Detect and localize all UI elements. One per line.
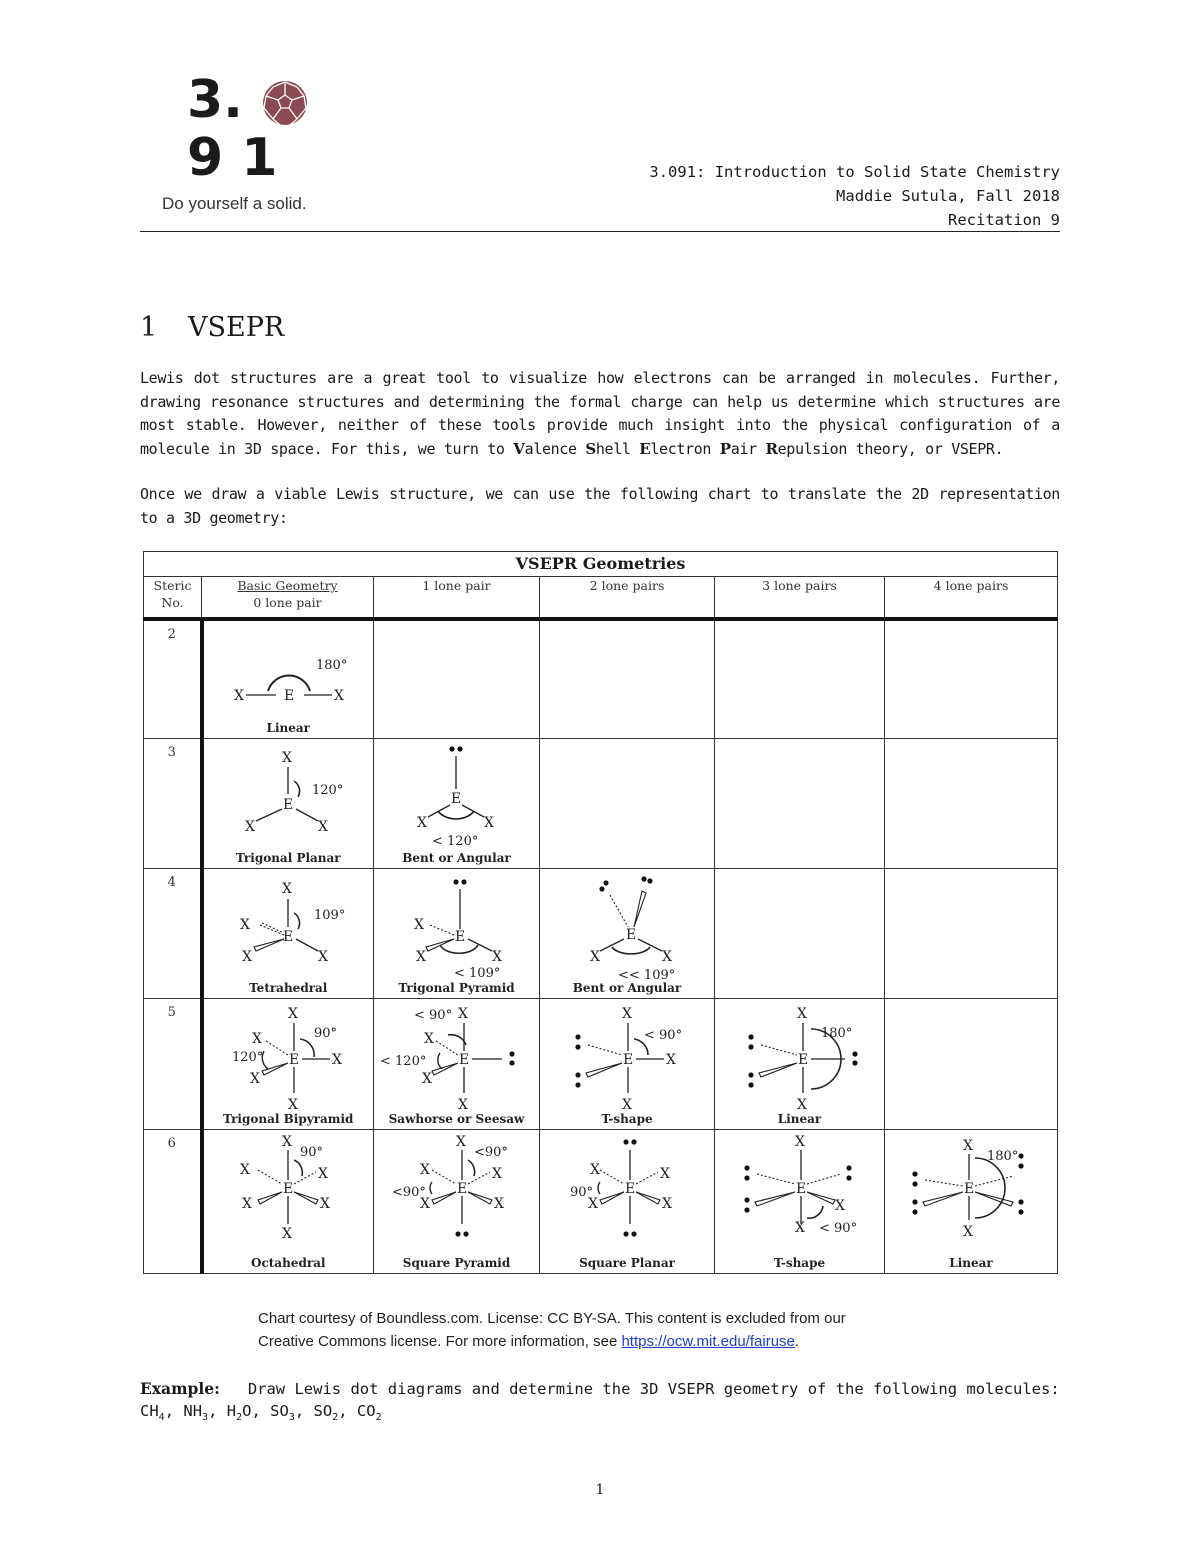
angle-label: <90° (474, 1144, 508, 1160)
geometry-cell-empty (715, 738, 885, 868)
geometry-label: T-shape (773, 1255, 826, 1270)
geometry-cell (540, 868, 715, 998)
geometry-label: Linear (777, 1111, 822, 1126)
atom-x-label: X (795, 1219, 805, 1236)
geometry-cell (540, 1129, 715, 1273)
angle-label: 90° (299, 1144, 323, 1160)
geometry-cell (715, 1129, 885, 1273)
header-steric-line1: Steric (153, 578, 192, 593)
steric-number: 4 (144, 868, 202, 998)
angle-label: 90° (570, 1184, 594, 1200)
atom-x-label: X (963, 1223, 973, 1240)
atom-e-label: E (459, 1051, 470, 1068)
atom-e-label: E (282, 796, 293, 813)
intro-paragraph (140, 367, 1060, 461)
atom-x-label: X (251, 1030, 262, 1047)
atom-x-label: X (590, 1161, 600, 1178)
trigonal-bipyramid-diagram (204, 999, 376, 1130)
geometry-label: Trigonal Bipyramid (223, 1111, 354, 1126)
atom-x-label: X (317, 818, 328, 835)
atom-x-label: X (662, 1195, 672, 1212)
atom-x-label: X (317, 948, 328, 965)
geometry-label: Octahedral (251, 1255, 326, 1270)
credit-text: Creative Commons license. For more information, see (258, 1333, 622, 1350)
atom-x-label: X (416, 948, 426, 965)
atom-x-label: X (244, 818, 255, 835)
atom-x-label: X (333, 688, 344, 704)
buckyball-icon (260, 78, 310, 128)
geometry-cell (202, 1129, 374, 1273)
atom-x-label: X (239, 916, 250, 933)
atom-x-label: X (420, 1195, 430, 1212)
geometry-label: Linear (266, 720, 310, 735)
header-divider (140, 231, 1060, 232)
geometry-cell (374, 1129, 540, 1273)
atom-x-label: X (622, 1005, 632, 1022)
atom-x-label: X (241, 1195, 252, 1212)
atom-x-label: X (331, 1051, 342, 1068)
atom-x-label: X (239, 1161, 250, 1178)
header-4lp: 4 lone pairs (885, 577, 1058, 620)
table-title: VSEPR Geometries (144, 552, 1058, 577)
acronym-r: R (765, 439, 778, 458)
atom-x-label: X (963, 1137, 973, 1154)
octahedral-diagram (204, 1130, 376, 1274)
geometry-cell (885, 1129, 1058, 1273)
bent-diagram (374, 739, 540, 869)
geometry-cell-empty (374, 619, 540, 738)
atom-x-label: X (590, 948, 600, 965)
atom-e-label: E (964, 1180, 975, 1197)
course-title: 3.091: Introduction to Solid State Chemistry (649, 163, 1060, 181)
geometry-cell (374, 868, 540, 998)
atom-e-label: E (796, 1180, 807, 1197)
molecule-formula: $SO_3$ (270, 1402, 295, 1424)
geometry-label: Tetrahedral (249, 980, 328, 995)
author-term: Maddie Sutula, Fall 2018 (836, 187, 1060, 205)
atom-x-label: X (417, 814, 427, 831)
chart-credit (258, 1307, 846, 1353)
geometry-cell-empty (885, 738, 1058, 868)
atom-x-label: X (241, 948, 252, 965)
geometry-cell-empty (715, 868, 885, 998)
atom-x-label: X (492, 1165, 502, 1182)
atom-e-label: E (625, 1180, 636, 1197)
atom-x-label: X (233, 688, 244, 704)
geometry-cell-empty (540, 619, 715, 738)
logo-number-top: 3. (187, 70, 243, 130)
example-text: Draw Lewis dot diagrams and determine the 3D VSEPR geometry of the following molecules: (247, 1380, 1060, 1398)
header-1lp: 1 lone pair (374, 577, 540, 620)
atom-x-label: X (287, 1005, 298, 1022)
geometry-cell (202, 868, 374, 998)
geometry-label: Square Planar (579, 1255, 675, 1270)
atom-x-label: X (494, 1195, 504, 1212)
atom-e-label: E (626, 926, 637, 943)
atom-x-label: X (281, 1225, 292, 1242)
atom-x-label: X (484, 814, 494, 831)
geometry-cell (374, 998, 540, 1129)
square-planar-diagram (540, 1130, 715, 1274)
acronym-s-rest: hell (595, 439, 640, 458)
vsepr-table (143, 551, 1057, 1273)
header-steric-line2: No. (161, 595, 184, 610)
steric-number: 5 (144, 998, 202, 1129)
geometry-cell (540, 998, 715, 1129)
atom-x-label: X (492, 948, 502, 965)
acronym-v: V (513, 439, 525, 458)
atom-x-label: X (835, 1197, 845, 1214)
session-label: Recitation 9 (948, 211, 1060, 229)
geometry-label: Trigonal Planar (235, 850, 341, 865)
example-label: Example: (140, 1379, 220, 1398)
atom-x-label: X (666, 1051, 676, 1068)
atom-x-label: X (456, 1133, 466, 1150)
credit-line-2 (258, 1330, 846, 1353)
atom-x-label: X (281, 749, 292, 766)
acronym-p: P (719, 439, 731, 458)
geometry-label: T-shape (601, 1111, 653, 1126)
header-steric (144, 577, 202, 620)
section-number: 1 (140, 312, 158, 343)
header-basic (202, 577, 374, 620)
geometry-cell (374, 738, 540, 868)
angle-label: 90° (313, 1025, 337, 1041)
molecule-formula: $H_2O$ (226, 1402, 252, 1424)
geometry-cell (202, 998, 374, 1129)
atom-e-label: E (283, 688, 294, 704)
acronym-s: S (585, 439, 596, 458)
geometry-cell-empty (540, 738, 715, 868)
geometry-label: Sawhorse or Seesaw (388, 1111, 525, 1126)
chart-intro-paragraph: Once we draw a viable Lewis structure, we can use the following chart to translate the 2D representation to a 3D geometry: (140, 485, 1060, 527)
bent-tetrahedral-diagram (540, 869, 715, 999)
angle-label: << 109° (618, 967, 676, 983)
section-heading (140, 312, 284, 343)
fairuse-link[interactable]: https://ocw.mit.edu/fairuse (621, 1333, 795, 1350)
atom-x-label: X (281, 880, 292, 897)
geometry-label: Square Pyramid (402, 1255, 511, 1270)
atom-x-label: X (414, 916, 424, 933)
credit-line-1: Chart courtesy of Boundless.com. License: CC BY-SA. This content is excluded from our (258, 1310, 846, 1327)
trigonal-planar-diagram (204, 739, 376, 869)
atom-e-label: E (455, 928, 466, 945)
geometry-cell (715, 998, 885, 1129)
logo-number-bottom: 9 1 (187, 128, 278, 188)
angle-label: < 120° (432, 833, 479, 849)
steric-number: 2 (144, 619, 202, 738)
atom-e-label: E (282, 1180, 293, 1197)
acronym-e-rest: lectron (650, 439, 720, 458)
trigonal-pyramid-diagram (374, 869, 540, 999)
geometry-cell-empty (885, 998, 1058, 1129)
angle-label: < 90° (819, 1220, 858, 1236)
atom-e-label: E (457, 1180, 468, 1197)
acronym-r-rest: epulsion theory, or VSEPR. (777, 439, 1004, 458)
atom-x-label: X (795, 1133, 805, 1150)
geometry-cell-empty (885, 619, 1058, 738)
angle-label: < 109° (454, 965, 501, 981)
atom-e-label: E (798, 1051, 809, 1068)
example-prompt (140, 1377, 1060, 1401)
angle-label: 120° (311, 782, 343, 798)
angle-label: 180° (987, 1148, 1019, 1164)
molecule-formula: $CH_4$ (140, 1402, 165, 1424)
angle-label: 180° (315, 658, 347, 673)
course-logo (162, 70, 332, 220)
atom-x-label: X (317, 1165, 328, 1182)
geometry-label: Linear (949, 1255, 993, 1270)
atom-x-label: X (281, 1133, 292, 1150)
molecule-formula: $NH_3$ (183, 1402, 209, 1424)
atom-x-label: X (588, 1195, 598, 1212)
angle-label: 120° (231, 1049, 263, 1065)
header-basic-line1: Basic Geometry (237, 578, 338, 593)
molecule-formula: $SO_2$ (313, 1402, 339, 1424)
header-basic-line2: 0 lone pair (253, 595, 322, 610)
acronym-e: E (639, 439, 651, 458)
atom-e-label: E (282, 928, 293, 945)
atom-x-label: X (622, 1096, 632, 1113)
geometry-cell (202, 738, 374, 868)
linear-octahedral-diagram (885, 1130, 1058, 1274)
header-2lp: 2 lone pairs (540, 577, 715, 620)
angle-label: < 90° (414, 1007, 453, 1023)
document-header (649, 160, 1060, 232)
steric-number: 3 (144, 738, 202, 868)
angle-label: < 120° (380, 1053, 427, 1069)
t-shape-diagram (540, 999, 715, 1130)
angle-label: <90° (392, 1184, 426, 1200)
atom-x-label: X (422, 1070, 432, 1087)
atom-x-label: X (319, 1195, 330, 1212)
atom-x-label: X (420, 1161, 430, 1178)
atom-x-label: X (424, 1030, 434, 1047)
angle-label: 180° (821, 1025, 853, 1041)
seesaw-diagram (374, 999, 540, 1130)
credit-period: . (794, 1333, 800, 1350)
geometry-label: Trigonal Pyramid (398, 980, 515, 995)
geometry-label: Bent or Angular (572, 980, 682, 995)
molecule-list: $CH_4$, $NH_3$, $H_2O$, $SO_3$, $SO_2$, $CO_2$ (140, 1402, 382, 1424)
atom-e-label: E (451, 790, 462, 807)
t-shape-octahedral-diagram (715, 1130, 885, 1274)
geometry-label: Bent or Angular (402, 850, 511, 865)
intro-text: Lewis dot structures are a great tool to visualize how electrons can be arranged in molecules. Further, drawing resonance structures and determining the formal charge can help us determine which structures are most stable. However, neither of these tools provide much insight into the physical configuration of a molecule in 3D space. For this, we turn to (140, 369, 1060, 458)
section-title: VSEPR (188, 312, 285, 343)
square-pyramid-diagram (374, 1130, 540, 1274)
molecule-formula: $CO_2$ (356, 1402, 382, 1424)
atom-x-label: X (458, 1096, 468, 1113)
linear-tbp-diagram (715, 999, 885, 1130)
tetrahedral-diagram (204, 869, 376, 999)
geometry-cell-empty (715, 619, 885, 738)
acronym-p-rest: air (730, 439, 766, 458)
atom-x-label: X (797, 1005, 807, 1022)
atom-e-label: E (288, 1051, 299, 1068)
acronym-v-rest: alence (524, 439, 586, 458)
geometry-cell (202, 619, 374, 738)
angle-label: < 90° (644, 1027, 683, 1043)
atom-x-label: X (287, 1096, 298, 1113)
geometry-cell-empty (885, 868, 1058, 998)
page-number: 1 (595, 1482, 605, 1498)
angle-label: 109° (313, 907, 345, 923)
logo-tagline: Do yourself a solid. (162, 194, 307, 213)
atom-e-label: E (623, 1051, 634, 1068)
atom-x-label: X (249, 1070, 260, 1087)
atom-x-label: X (797, 1096, 807, 1113)
atom-x-label: X (660, 1165, 670, 1182)
atom-x-label: X (662, 948, 672, 965)
header-3lp: 3 lone pairs (715, 577, 885, 620)
atom-x-label: X (458, 1005, 468, 1022)
steric-number: 6 (144, 1129, 202, 1273)
